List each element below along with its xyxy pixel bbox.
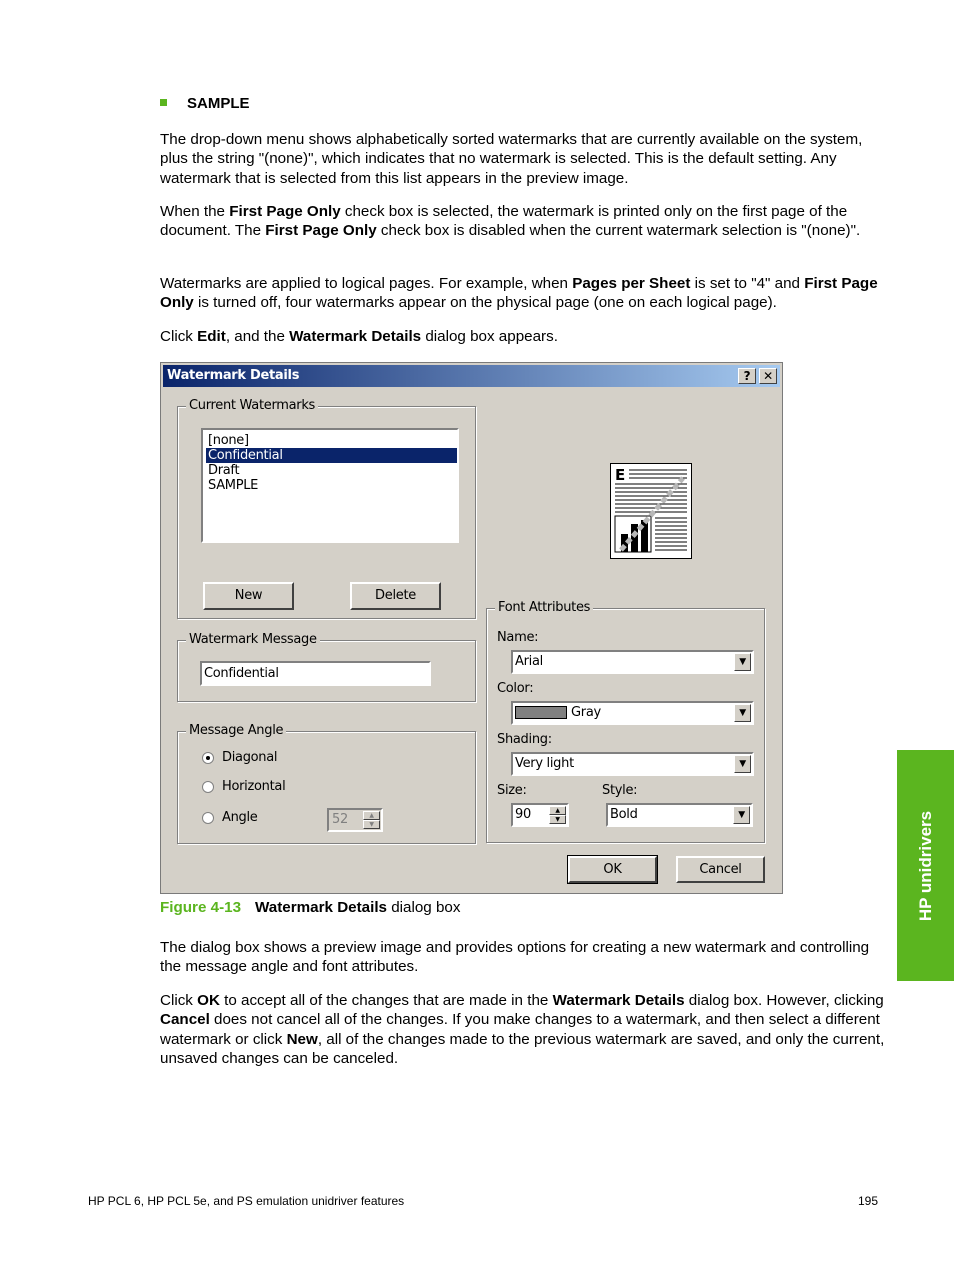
watermark-message-label: Watermark Message — [186, 632, 320, 647]
preview-letter: E — [615, 466, 625, 484]
list-item-selected[interactable]: Confidential — [206, 448, 457, 463]
side-tab — [897, 750, 954, 981]
dialog-title: Watermark Details — [167, 368, 300, 383]
side-tab-label: HP unidrivers — [915, 810, 935, 921]
list-item[interactable]: [none] — [208, 433, 249, 448]
footer-text: HP PCL 6, HP PCL 5e, and PS emulation unidriver features — [88, 1194, 405, 1208]
new-button[interactable]: New — [203, 582, 294, 610]
figure-number: Figure 4-13 — [160, 899, 242, 916]
message-angle-label: Message Angle — [186, 723, 286, 738]
section-heading: SAMPLE — [160, 95, 250, 112]
close-button[interactable]: ✕ — [759, 368, 777, 384]
spin-up-icon: ▲ — [363, 811, 380, 820]
paragraph-2: When the First Page Only check box is selected, the watermark is printed only on the first page of the document. The First Page Only check box is disabled when the current watermark selection is "(none)". — [160, 203, 861, 240]
angle-spin-buttons — [363, 811, 380, 829]
list-item[interactable]: SAMPLE — [208, 478, 259, 493]
spin-down-icon[interactable]: ▼ — [549, 815, 566, 824]
chevron-down-icon[interactable]: ▼ — [733, 806, 750, 824]
help-button[interactable]: ? — [738, 368, 756, 384]
font-attributes-group — [486, 600, 765, 843]
watermark-message-input[interactable]: Confidential — [200, 661, 431, 686]
paragraph-5: The dialog box shows a preview image and provides options for creating a new watermark and controlling the message angle and font attributes. — [160, 939, 870, 976]
spin-down-icon: ▼ — [363, 820, 380, 829]
paragraph-3: Watermarks are applied to logical pages. For example, when Pages per Sheet is set to "4" and First Page Only is turned off, four watermarks appear on the physical page (one on each logical page). — [160, 275, 878, 312]
delete-button[interactable]: Delete — [350, 582, 441, 610]
paragraph-1: The drop-down menu shows alphabetically sorted watermarks that are currently available on the system, plus the string "(none)", which indicates that no watermark is selected. This is the default setting. Any watermark that is selected from this list appears in the preview image. — [160, 131, 863, 187]
font-color-value: Gray — [571, 705, 601, 720]
watermark-preview — [610, 463, 692, 559]
caption-rest: dialog box — [387, 899, 461, 916]
angle-label: Angle — [222, 810, 258, 825]
ok-button[interactable]: OK — [568, 856, 657, 883]
font-size-spinner[interactable] — [511, 803, 569, 827]
current-watermarks-group — [177, 398, 476, 619]
horizontal-label: Horizontal — [222, 779, 286, 794]
caption-bold: Watermark Details — [255, 899, 387, 916]
font-size-value: 90 — [515, 807, 531, 822]
paragraph-4: Click Edit, and the Watermark Details dialog box appears. — [160, 328, 558, 345]
shading-label: Shading: — [497, 732, 552, 747]
angle-spinner — [327, 808, 383, 832]
watermarks-list[interactable] — [201, 428, 459, 543]
font-style-select[interactable] — [606, 803, 753, 827]
current-watermarks-label: Current Watermarks — [186, 398, 318, 413]
page-number: 195 — [858, 1194, 879, 1208]
bullet-square-icon — [160, 99, 167, 106]
chevron-down-icon[interactable]: ▼ — [734, 704, 751, 722]
name-label: Name: — [497, 630, 539, 645]
font-name-select[interactable] — [511, 650, 754, 674]
message-angle-group — [177, 723, 476, 844]
spin-up-icon[interactable]: ▲ — [549, 806, 566, 815]
diagonal-label: Diagonal — [222, 750, 278, 765]
font-color-select[interactable] — [511, 701, 754, 725]
size-spin-buttons[interactable] — [549, 806, 566, 824]
watermark-message-group — [177, 632, 476, 702]
list-item[interactable]: Draft — [208, 463, 240, 478]
angle-value: 52 — [332, 812, 348, 827]
font-shading-value: Very light — [515, 756, 574, 771]
cancel-button[interactable]: Cancel — [676, 856, 765, 883]
diagonal-radio[interactable] — [202, 752, 214, 764]
preview-page-icon — [611, 464, 691, 558]
dialog-title-bar — [163, 365, 780, 387]
size-label: Size: — [497, 783, 527, 798]
figure-caption — [160, 899, 460, 916]
style-label: Style: — [602, 783, 638, 798]
font-name-value: Arial — [515, 654, 543, 669]
chevron-down-icon[interactable]: ▼ — [734, 653, 751, 671]
color-label: Color: — [497, 681, 534, 696]
paragraph-6: Click OK to accept all of the changes that are made in the Watermark Details dialog box. However, clicking Cancel does not cancel all of the changes. If you make changes to a watermark, and then select a different watermark or click New, all of the changes made to the previous watermark are saved, and only the current, unsaved changes can be canceled. — [160, 992, 885, 1067]
horizontal-radio[interactable] — [202, 781, 214, 793]
font-shading-select[interactable] — [511, 752, 754, 776]
watermark-details-dialog — [160, 362, 783, 894]
color-swatch — [515, 706, 567, 719]
font-style-value: Bold — [610, 807, 638, 822]
font-attributes-label: Font Attributes — [495, 600, 593, 615]
chevron-down-icon[interactable]: ▼ — [734, 755, 751, 773]
angle-radio[interactable] — [202, 812, 214, 824]
